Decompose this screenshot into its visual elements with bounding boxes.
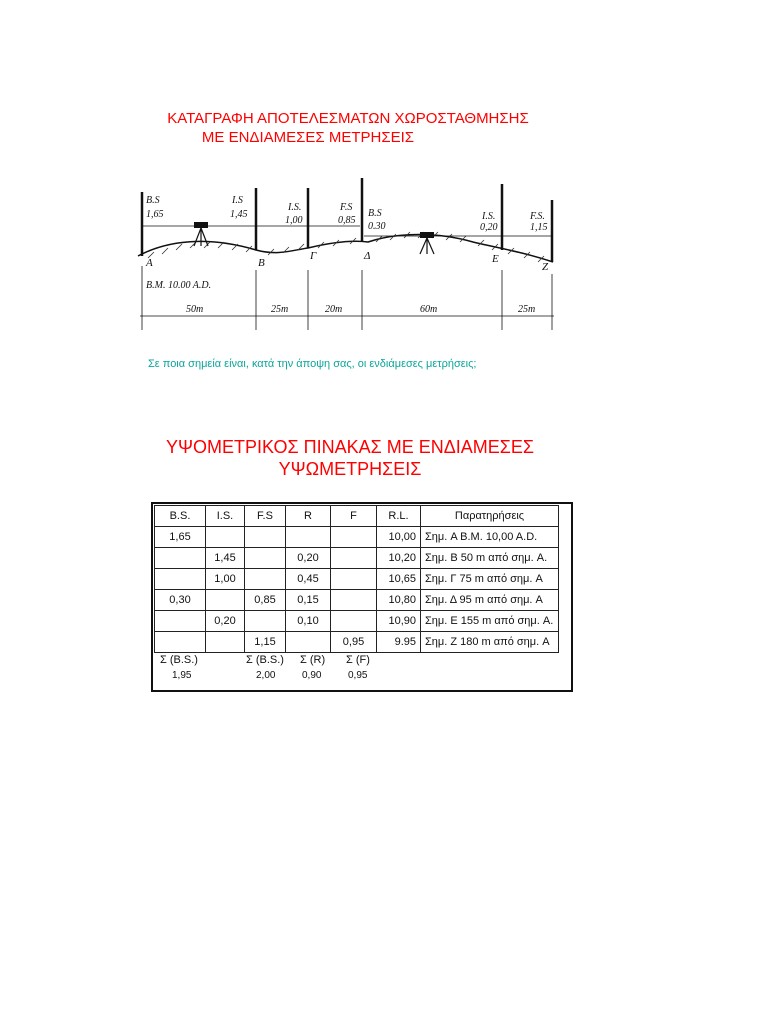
ground-line — [138, 235, 553, 263]
cell — [155, 548, 206, 569]
staff-label-type: I.S. — [288, 202, 302, 213]
cell — [331, 590, 377, 611]
cell: 1,15 — [245, 632, 286, 653]
table-row — [155, 590, 559, 611]
leveling-table — [154, 505, 559, 653]
cell: 0,95 — [331, 632, 377, 653]
cell: Σημ. E 155 m από σημ. A. — [421, 611, 559, 632]
staff-label-value: 1,65 — [146, 209, 164, 220]
col-header: F — [331, 506, 377, 527]
cell — [206, 632, 245, 653]
table-header-row — [155, 506, 559, 527]
sum-bs-value: 1,95 — [172, 670, 192, 681]
staff-label-type: F.S. — [530, 211, 545, 222]
col-header: B.S. — [155, 506, 206, 527]
cell: 0,30 — [155, 590, 206, 611]
cell: Σημ. B 50 m από σημ. A. — [421, 548, 559, 569]
cell — [206, 527, 245, 548]
col-header: Παρατηρήσεις — [421, 506, 559, 527]
sum-f-value: 0,95 — [348, 670, 368, 681]
cell: 10,00 — [377, 527, 421, 548]
distance-label: 25m — [518, 304, 536, 315]
cell — [155, 611, 206, 632]
distance-label: 50m — [186, 304, 204, 315]
cell: Σημ. Z 180 m από σημ. A — [421, 632, 559, 653]
cell — [206, 590, 245, 611]
col-header: R.L. — [377, 506, 421, 527]
cell: Σημ. Δ 95 m από σημ. A — [421, 590, 559, 611]
cell: 0,20 — [206, 611, 245, 632]
cell: 0,20 — [286, 548, 331, 569]
point-label: Δ — [364, 250, 371, 262]
sum-bs-label: Σ (B.S.) — [160, 654, 198, 666]
staff-label-type: B.S — [368, 208, 382, 219]
sum-f-label: Σ (F) — [346, 654, 370, 666]
cell — [331, 611, 377, 632]
staff-label-type: I.S. — [482, 211, 496, 222]
col-header: F.S — [245, 506, 286, 527]
distance-label: 25m — [271, 304, 289, 315]
staff-label-value: 1,00 — [285, 215, 303, 226]
question-text: Σε ποια σημεία είναι, κατά την άποψη σας, οι ενδιάμεσες μετρήσεις; — [148, 358, 477, 370]
sum-fs-value: 2,00 — [256, 670, 276, 681]
cell: 1,00 — [206, 569, 245, 590]
col-header: R — [286, 506, 331, 527]
cell — [331, 569, 377, 590]
level-instrument-2-icon — [420, 232, 434, 254]
cell: 1,65 — [155, 527, 206, 548]
cell: 0,15 — [286, 590, 331, 611]
table-title-line1: ΥΨΟΜΕΤΡΙΚΟΣ ΠΙΝΑΚΑΣ ΜΕ ΕΝΔΙΑΜΕΣΕΣ — [165, 437, 535, 457]
cell — [155, 569, 206, 590]
point-label: Γ — [310, 250, 317, 262]
cell: Σημ. Γ 75 m από σημ. A — [421, 569, 559, 590]
cell — [245, 527, 286, 548]
table-row — [155, 527, 559, 548]
cell: 10,80 — [377, 590, 421, 611]
table-row — [155, 611, 559, 632]
cell — [245, 548, 286, 569]
leveling-profile-diagram — [128, 170, 578, 335]
cell: 1,45 — [206, 548, 245, 569]
benchmark-label: B.M. 10.00 A.D. — [146, 280, 212, 291]
staff-label-value: 0.30 — [368, 221, 386, 232]
cell — [155, 632, 206, 653]
staff-label-type: F.S — [340, 202, 353, 213]
staff-label-value: 0,85 — [338, 215, 356, 226]
table-row — [155, 548, 559, 569]
table-row — [155, 569, 559, 590]
cell: 0,85 — [245, 590, 286, 611]
staff-label-type: B.S — [146, 195, 160, 206]
survey-title-line2: ΜΕ ΕΝΔΙΑΜΕΣΕΣ ΜΕΤΡΗΣΕΙΣ — [201, 129, 415, 146]
point-label: B — [258, 257, 265, 269]
cell: 0,10 — [286, 611, 331, 632]
distance-label: 60m — [420, 304, 438, 315]
staff-label-type: I.S — [232, 195, 243, 206]
cell — [331, 548, 377, 569]
cell — [286, 527, 331, 548]
cell — [245, 569, 286, 590]
table-title-line2: ΥΨΩΜΕΤΡΗΣΕΙΣ — [278, 459, 422, 479]
col-header: I.S. — [206, 506, 245, 527]
staff-label-value: 0,20 — [480, 222, 498, 233]
cell — [286, 632, 331, 653]
sum-r-value: 0,90 — [302, 670, 322, 681]
cell — [331, 527, 377, 548]
staff-label-value: 1,45 — [230, 209, 248, 220]
point-label: A — [146, 257, 153, 269]
cell: 10,20 — [377, 548, 421, 569]
point-label: E — [492, 253, 499, 265]
cell — [245, 611, 286, 632]
ground-hatching — [148, 232, 544, 262]
cell: 10,65 — [377, 569, 421, 590]
distance-label: 20m — [325, 304, 343, 315]
cell: 0,45 — [286, 569, 331, 590]
cell: Σημ. A B.M. 10,00 A.D. — [421, 527, 559, 548]
staff-label-value: 1,15 — [530, 222, 548, 233]
sum-r-label: Σ (R) — [300, 654, 326, 666]
sum-fs-label: Σ (B.S.) — [246, 654, 284, 666]
cell: 10,90 — [377, 611, 421, 632]
point-label: Z — [542, 261, 549, 273]
distance-dimension — [140, 266, 554, 330]
survey-title-line1: ΚΑΤΑΓΡΑΦΗ ΑΠΟΤΕΛΕΣΜΑΤΩΝ ΧΩΡΟΣΤΑΘΜΗΣΗΣ — [167, 110, 529, 127]
cell: 9.95 — [377, 632, 421, 653]
table-row — [155, 632, 559, 653]
